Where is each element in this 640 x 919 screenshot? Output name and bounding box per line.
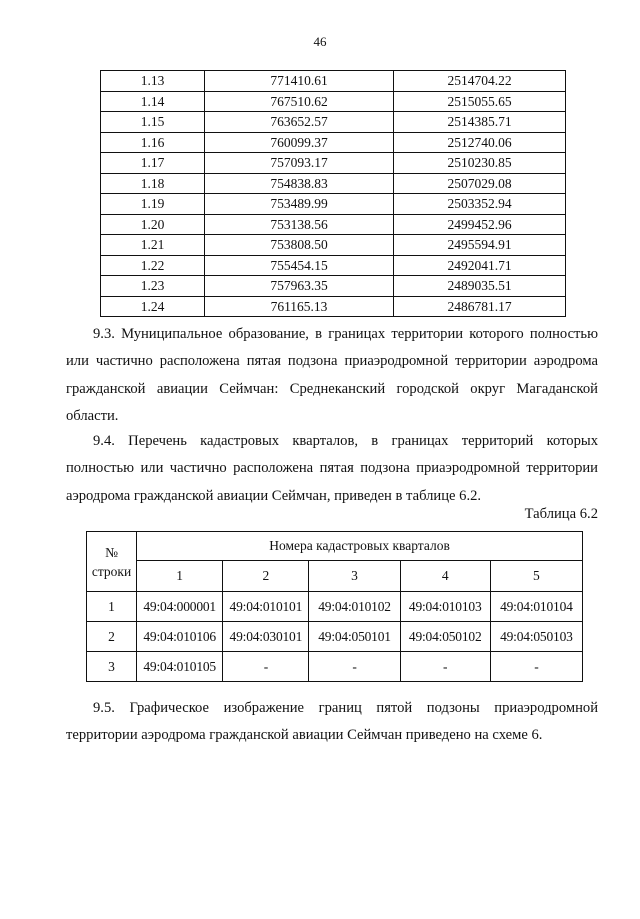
x-coordinate-cell: 754838.83 — [205, 173, 394, 194]
table-row — [87, 592, 583, 622]
table-row — [101, 194, 566, 215]
point-number-cell: 1.23 — [101, 276, 205, 297]
row-number-header — [87, 532, 137, 592]
cadastral-quarter-cell: 49:04:000001 — [143, 598, 216, 614]
table-row — [101, 112, 566, 133]
y-coordinate-cell: 2515055.65 — [394, 91, 566, 112]
column-header: 1 — [137, 561, 223, 592]
y-coordinate-cell: 2514385.71 — [394, 112, 566, 133]
point-number-cell: 1.13 — [101, 71, 205, 92]
x-coordinate-cell: 761165.13 — [205, 296, 394, 317]
table-row — [101, 132, 566, 153]
point-number-cell: 1.17 — [101, 153, 205, 174]
table-row — [101, 214, 566, 235]
row-number-cell: 1 — [87, 592, 137, 622]
point-number-cell: 1.24 — [101, 296, 205, 317]
column-header: 3 — [309, 561, 400, 592]
table-row — [101, 153, 566, 174]
cadastral-quarter-cell: - — [443, 658, 448, 674]
column-header: 2 — [223, 561, 309, 592]
point-number-cell: 1.19 — [101, 194, 205, 215]
row-number-header-symbol: № — [105, 544, 118, 560]
table-row — [101, 276, 566, 297]
row-number-cell: 2 — [87, 622, 137, 652]
y-coordinate-cell: 2514704.22 — [394, 71, 566, 92]
point-number-cell: 1.14 — [101, 91, 205, 112]
point-number-cell: 1.22 — [101, 255, 205, 276]
x-coordinate-cell: 757963.35 — [205, 276, 394, 297]
cadastral-quarter-cell: - — [534, 658, 539, 674]
x-coordinate-cell: 753808.50 — [205, 235, 394, 256]
table-row — [101, 296, 566, 317]
point-number-cell: 1.16 — [101, 132, 205, 153]
cadastral-quarter-cell: 49:04:050102 — [408, 628, 482, 644]
y-coordinate-cell: 2507029.08 — [394, 173, 566, 194]
coordinates-table — [100, 70, 566, 317]
table-row — [101, 91, 566, 112]
y-coordinate-cell: 2512740.06 — [394, 132, 566, 153]
cadastral-quarter-cell: 49:04:010103 — [408, 598, 482, 614]
table-row — [101, 255, 566, 276]
point-number-cell: 1.18 — [101, 173, 205, 194]
cadastral-quarter-cell: 49:04:010106 — [143, 628, 216, 644]
cadastral-quarter-cell: - — [263, 658, 268, 674]
y-coordinate-cell: 2499452.96 — [394, 214, 566, 235]
cadastral-quarter-cell: 49:04:010105 — [143, 658, 216, 674]
x-coordinate-cell: 757093.17 — [205, 153, 394, 174]
paragraph-9-5: 9.5. Графическое изображение границ пятой подзоны приаэродромной территории аэродрома гражданской авиации Сеймчан приведено на схеме 6. — [66, 700, 598, 744]
y-coordinate-cell: 2510230.85 — [394, 153, 566, 174]
x-coordinate-cell: 767510.62 — [205, 91, 394, 112]
row-number-cell: 3 — [87, 652, 137, 682]
x-coordinate-cell: 763652.57 — [205, 112, 394, 133]
point-number-cell: 1.20 — [101, 214, 205, 235]
group-header: Номера кадастровых кварталов — [137, 532, 583, 561]
cadastral-quarters-table — [86, 531, 583, 682]
cadastral-quarter-cell: 49:04:030101 — [229, 628, 303, 644]
cadastral-quarter-cell: 49:04:050103 — [500, 628, 573, 644]
point-number-cell: 1.15 — [101, 112, 205, 133]
y-coordinate-cell: 2492041.71 — [394, 255, 566, 276]
table-row — [101, 235, 566, 256]
point-number-cell: 1.21 — [101, 235, 205, 256]
y-coordinate-cell: 2503352.94 — [394, 194, 566, 215]
x-coordinate-cell: 755454.15 — [205, 255, 394, 276]
x-coordinate-cell: 760099.37 — [205, 132, 394, 153]
cadastral-quarter-cell: 49:04:050101 — [318, 628, 391, 644]
y-coordinate-cell: 2486781.17 — [394, 296, 566, 317]
x-coordinate-cell: 753489.99 — [205, 194, 394, 215]
paragraph-9-3: 9.3. Муниципальное образование, в границах территории которого полностью или частично расположена пятая подзона приаэродромной территории аэродрома гражданской авиации Сеймчан: Среднеканский городской округ Магаданской области. — [66, 326, 598, 424]
cadastral-quarter-cell: - — [352, 658, 357, 674]
cadastral-quarter-cell: 49:04:010101 — [229, 598, 303, 614]
y-coordinate-cell: 2495594.91 — [394, 235, 566, 256]
cadastral-quarter-cell: 49:04:010102 — [318, 598, 391, 614]
column-header: 5 — [490, 561, 582, 592]
row-number-header-label: строки — [91, 563, 132, 579]
x-coordinate-cell: 753138.56 — [205, 214, 394, 235]
x-coordinate-cell: 771410.61 — [205, 71, 394, 92]
paragraph-9-4: 9.4. Перечень кадастровых кварталов, в границах территорий которых полностью или частично расположена пятая подзона приаэродромной территории аэродрома гражданской авиации Сеймчан, приведен в таблице 6.2. — [66, 433, 598, 504]
page-number: 46 — [313, 34, 327, 49]
table-row — [101, 173, 566, 194]
table-row — [87, 622, 583, 652]
y-coordinate-cell: 2489035.51 — [394, 276, 566, 297]
table-row — [101, 71, 566, 92]
cadastral-quarter-cell: 49:04:010104 — [500, 598, 573, 614]
table-caption: Таблица 6.2 — [524, 506, 598, 522]
column-header: 4 — [400, 561, 490, 592]
table-row — [87, 652, 583, 682]
